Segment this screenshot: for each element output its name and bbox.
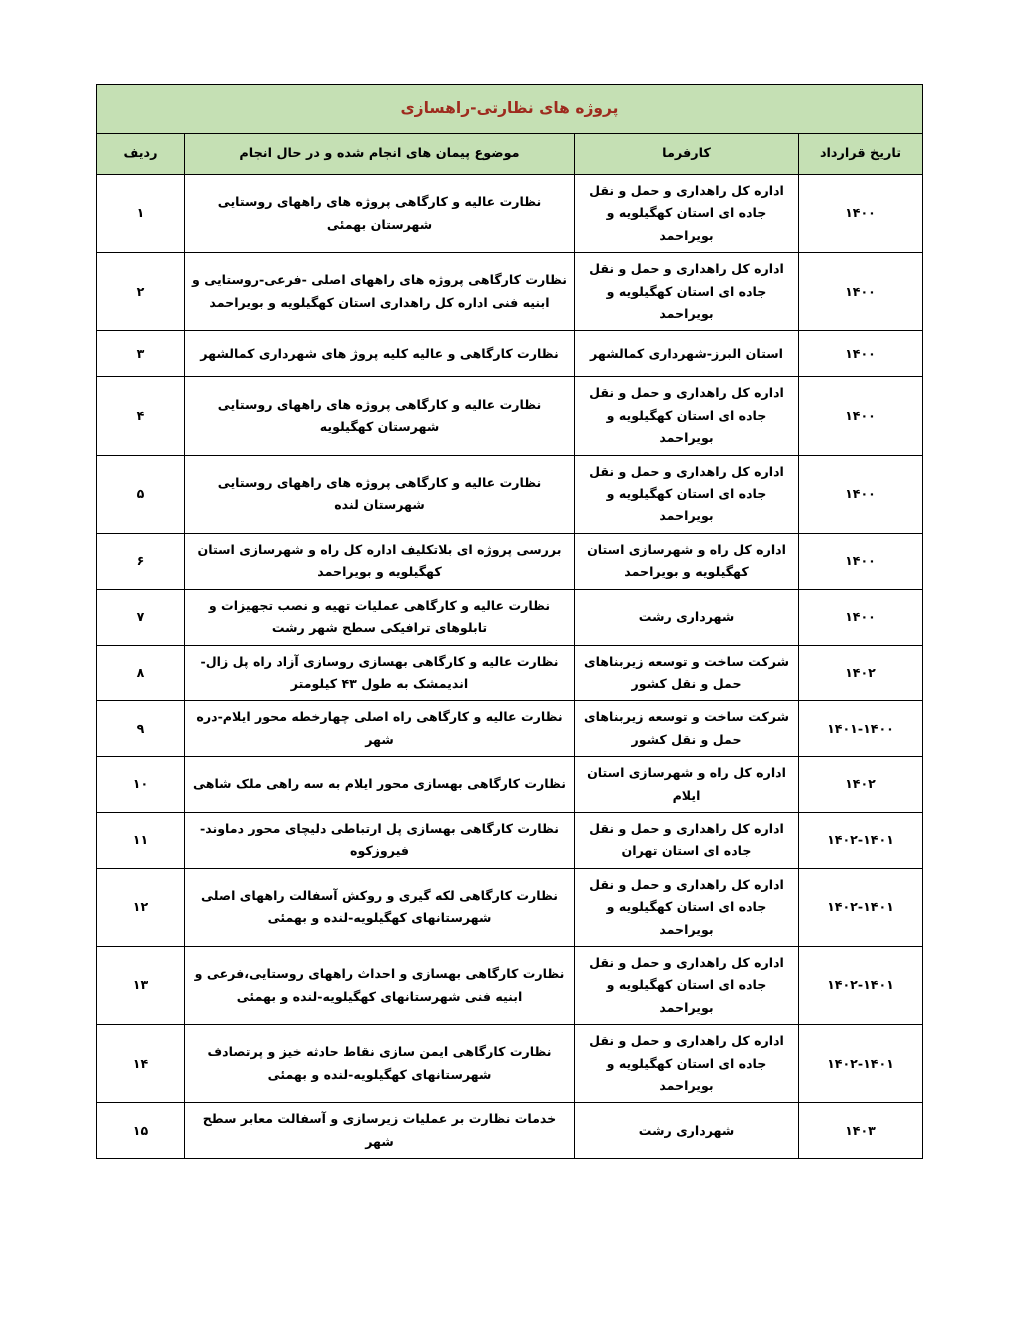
cell-employer: استان البرز-شهرداری کمالشهر — [575, 331, 799, 377]
table-row — [96, 645, 922, 701]
cell-employer: اداره کل راهداری و حمل و نقل جاده ای استان کهگیلویه و بویراحمد — [575, 175, 799, 253]
cell-employer: اداره کل راه و شهرسازی استان کهگیلویه و بویراحمد — [575, 533, 799, 589]
cell-employer: شرکت ساخت و توسعه زیربناهای حمل و نقل کشور — [575, 645, 799, 701]
cell-radif: ۸ — [96, 645, 184, 701]
cell-subject: نظارت کارگاهی بهسازی پل ارتباطی دلیچای محور دماوند-فیروزکوه — [185, 812, 575, 868]
cell-radif: ۱۲ — [96, 868, 184, 946]
cell-subject: نظارت عالیه و کارگاهی راه اصلی چهارخطه محور ایلام-دره شهر — [185, 701, 575, 757]
cell-subject: نظارت کارگاهی پروژه های راههای اصلی -فرعی-روستایی و ابنیه فنی اداره کل راهداری استان کهگیلویه و بویراحمد — [185, 253, 575, 331]
cell-date: ۱۴۰۰ — [799, 377, 923, 455]
cell-subject: بررسی پروژه ای بلاتکلیف اداره کل راه و شهرسازی استان کهگیلویه و بویراحمد — [185, 533, 575, 589]
cell-employer: اداره کل راهداری و حمل و نقل جاده ای استان کهگیلویه و بویراحمد — [575, 1025, 799, 1103]
page-title: پروژه های نظارتی-راهسازی — [400, 99, 619, 118]
table-row — [96, 1025, 922, 1103]
cell-subject: نظارت کارگاهی بهسازی محور ایلام به سه راهی ملک شاهی — [185, 757, 575, 813]
cell-subject: نظارت عالیه و کارگاهی عملیات تهیه و نصب تجهیزات و تابلوهای ترافیکی سطح شهر رشت — [185, 589, 575, 645]
table-row — [96, 377, 922, 455]
cell-employer: شهرداری رشت — [575, 1103, 799, 1159]
cell-employer: اداره کل راهداری و حمل و نقل جاده ای استان تهران — [575, 812, 799, 868]
cell-radif: ۱۱ — [96, 812, 184, 868]
table-row — [96, 757, 922, 813]
cell-employer: اداره کل راهداری و حمل و نقل جاده ای استان کهگیلویه و بویراحمد — [575, 455, 799, 533]
table-row — [96, 701, 922, 757]
cell-date: ۱۴۰۲-۱۴۰۱ — [799, 1025, 923, 1103]
table-row — [96, 812, 922, 868]
supervision-projects-table — [96, 84, 923, 1159]
cell-date: ۱۴۰۰ — [799, 331, 923, 377]
column-header-subject: موضوع پیمان های انجام شده و در حال انجام — [185, 134, 575, 175]
cell-date: ۱۴۰۲-۱۴۰۱ — [799, 868, 923, 946]
cell-subject: نظارت عالیه و کارگاهی پروژه های راههای روستایی شهرستان لنده — [185, 455, 575, 533]
cell-subject: نظارت کارگاهی بهسازی و احداث راههای روستایی،فرعی و ابنیه فنی شهرستانهای کهگیلویه-لنده و بهمئی — [185, 946, 575, 1024]
cell-subject: نظارت کارگاهی لکه گیری و روکش آسفالت راههای اصلی شهرستانهای کهگیلویه-لنده و بهمئی — [185, 868, 575, 946]
table-row — [96, 1103, 922, 1159]
cell-subject: نظارت کارگاهی و عالیه کلیه پروژ های شهرداری کمالشهر — [185, 331, 575, 377]
cell-date: ۱۴۰۰ — [799, 175, 923, 253]
cell-radif: ۵ — [96, 455, 184, 533]
cell-radif: ۳ — [96, 331, 184, 377]
column-header-employer: کارفرما — [575, 134, 799, 175]
table-row — [96, 589, 922, 645]
column-header-date: تاریخ قرارداد — [799, 134, 923, 175]
cell-radif: ۹ — [96, 701, 184, 757]
cell-date: ۱۴۰۰ — [799, 533, 923, 589]
cell-radif: ۲ — [96, 253, 184, 331]
cell-employer: اداره کل راهداری و حمل و نقل جاده ای استان کهگیلویه و بویراحمد — [575, 377, 799, 455]
cell-employer: اداره کل راهداری و حمل و نقل جاده ای استان کهگیلویه و بویراحمد — [575, 868, 799, 946]
cell-radif: ۷ — [96, 589, 184, 645]
cell-date: ۱۴۰۳ — [799, 1103, 923, 1159]
cell-date: ۱۴۰۲-۱۴۰۱ — [799, 946, 923, 1024]
cell-employer: اداره کل راهداری و حمل و نقل جاده ای استان کهگیلویه و بویراحمد — [575, 946, 799, 1024]
cell-date: ۱۴۰۲ — [799, 645, 923, 701]
cell-radif: ۱۰ — [96, 757, 184, 813]
cell-date: ۱۴۰۱-۱۴۰۰ — [799, 701, 923, 757]
table-row — [96, 533, 922, 589]
cell-employer: اداره کل راه و شهرسازی استان ایلام — [575, 757, 799, 813]
table-row — [96, 175, 922, 253]
table-title-row — [96, 85, 922, 134]
cell-subject: نظارت عالیه و کارگاهی پروژه های راههای روستایی شهرستان بهمئی — [185, 175, 575, 253]
cell-subject: نظارت کارگاهی ایمن سازی نقاط حادثه خیز و پرتصادف شهرستانهای کهگیلویه-لنده و بهمئی — [185, 1025, 575, 1103]
cell-date: ۱۴۰۲ — [799, 757, 923, 813]
table-row — [96, 868, 922, 946]
table-title-cell — [96, 85, 922, 134]
cell-radif: ۴ — [96, 377, 184, 455]
cell-date: ۱۴۰۰ — [799, 253, 923, 331]
cell-radif: ۱۵ — [96, 1103, 184, 1159]
table-column-header-row — [96, 134, 922, 175]
cell-date: ۱۴۰۰ — [799, 589, 923, 645]
cell-subject: خدمات نظارت بر عملیات زیرسازی و آسفالت معابر سطح شهر — [185, 1103, 575, 1159]
cell-radif: ۱۳ — [96, 946, 184, 1024]
cell-employer: شهرداری رشت — [575, 589, 799, 645]
projects-table-container — [97, 84, 923, 1159]
table-header — [96, 85, 922, 175]
cell-employer: شرکت ساخت و توسعه زیربناهای حمل و نقل کشور — [575, 701, 799, 757]
table-body — [96, 175, 922, 1159]
table-row — [96, 331, 922, 377]
cell-subject: نظارت عالیه و کارگاهی بهسازی روسازی آزاد راه پل زال-اندیمشک به طول ۴۳ کیلومتر — [185, 645, 575, 701]
cell-radif: ۶ — [96, 533, 184, 589]
table-row — [96, 946, 922, 1024]
cell-employer: اداره کل راهداری و حمل و نقل جاده ای استان کهگیلویه و بویراحمد — [575, 253, 799, 331]
cell-radif: ۱ — [96, 175, 184, 253]
table-row — [96, 253, 922, 331]
cell-date: ۱۴۰۲-۱۴۰۱ — [799, 812, 923, 868]
cell-radif: ۱۴ — [96, 1025, 184, 1103]
column-header-radif: ردیف — [96, 134, 184, 175]
cell-subject: نظارت عالیه و کارگاهی پروژه های راههای روستایی شهرستان کهگیلویه — [185, 377, 575, 455]
cell-date: ۱۴۰۰ — [799, 455, 923, 533]
table-row — [96, 455, 922, 533]
